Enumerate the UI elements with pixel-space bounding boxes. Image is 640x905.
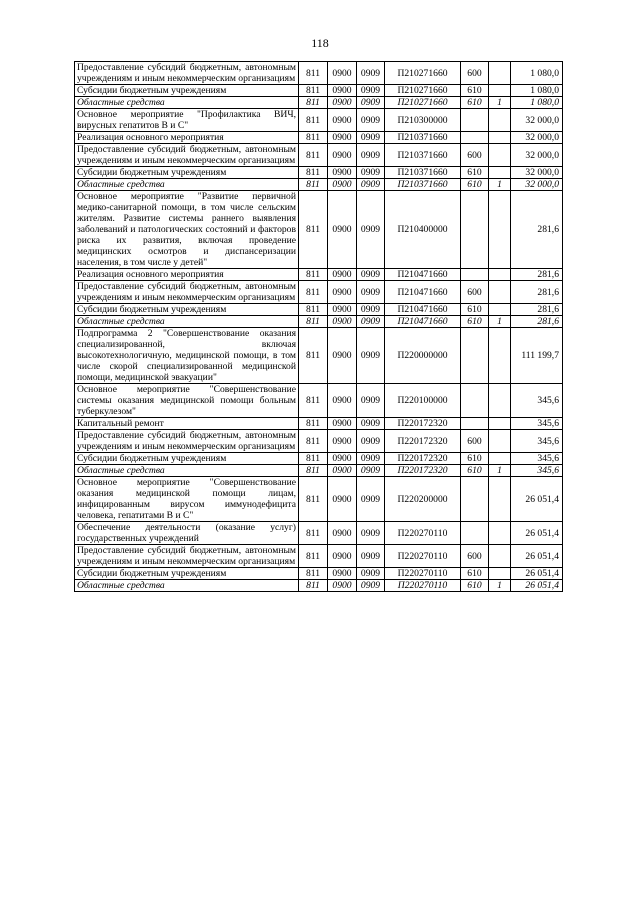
section-code-cell: 0900 <box>328 269 357 281</box>
amount-cell: 345,6 <box>511 384 563 418</box>
item-name-cell: Предоставление субсидий бюджетным, автономным учреждениям и иным некоммерческим организациям <box>75 545 299 568</box>
table-row <box>75 167 563 179</box>
ministry-code-cell: 811 <box>299 269 328 281</box>
ministry-code-cell: 811 <box>299 191 328 269</box>
expense-type-code-cell: 610 <box>461 85 489 97</box>
subsection-code-cell: 0909 <box>357 97 385 109</box>
table-row <box>75 418 563 430</box>
amount-cell: 281,6 <box>511 269 563 281</box>
section-code-cell: 0900 <box>328 545 357 568</box>
amount-cell: 281,6 <box>511 304 563 316</box>
section-code-cell: 0900 <box>328 430 357 453</box>
amount-cell: 1 080,0 <box>511 62 563 85</box>
table-row <box>75 144 563 167</box>
expense-type-code-cell: 610 <box>461 304 489 316</box>
funding-source-code-cell <box>489 568 511 580</box>
expense-type-code-cell: 600 <box>461 281 489 304</box>
amount-cell: 32 000,0 <box>511 144 563 167</box>
target-article-code-cell: П220270110 <box>385 580 461 592</box>
funding-source-code-cell <box>489 132 511 144</box>
funding-source-code-cell <box>489 304 511 316</box>
amount-cell: 32 000,0 <box>511 179 563 191</box>
amount-cell: 26 051,4 <box>511 545 563 568</box>
amount-cell: 281,6 <box>511 316 563 328</box>
item-name-cell: Реализация основного мероприятия <box>75 132 299 144</box>
item-name-cell: Областные средства <box>75 580 299 592</box>
target-article-code-cell: П220000000 <box>385 328 461 384</box>
ministry-code-cell: 811 <box>299 522 328 545</box>
funding-source-code-cell: 1 <box>489 316 511 328</box>
table-row <box>75 430 563 453</box>
subsection-code-cell: 0909 <box>357 418 385 430</box>
funding-source-code-cell <box>489 62 511 85</box>
amount-cell: 26 051,4 <box>511 522 563 545</box>
ministry-code-cell: 811 <box>299 109 328 132</box>
subsection-code-cell: 0909 <box>357 316 385 328</box>
section-code-cell: 0900 <box>328 62 357 85</box>
target-article-code-cell: П220270110 <box>385 545 461 568</box>
funding-source-code-cell <box>489 418 511 430</box>
funding-source-code-cell: 1 <box>489 580 511 592</box>
subsection-code-cell: 0909 <box>357 85 385 97</box>
target-article-code-cell: П210371660 <box>385 144 461 167</box>
amount-cell: 1 080,0 <box>511 85 563 97</box>
table-row <box>75 453 563 465</box>
subsection-code-cell: 0909 <box>357 281 385 304</box>
ministry-code-cell: 811 <box>299 545 328 568</box>
expense-type-code-cell: 610 <box>461 316 489 328</box>
ministry-code-cell: 811 <box>299 281 328 304</box>
expense-type-code-cell: 600 <box>461 430 489 453</box>
amount-cell: 345,6 <box>511 430 563 453</box>
target-article-code-cell: П220172320 <box>385 418 461 430</box>
item-name-cell: Субсидии бюджетным учреждениям <box>75 304 299 316</box>
table-row <box>75 191 563 269</box>
section-code-cell: 0900 <box>328 316 357 328</box>
funding-source-code-cell <box>489 430 511 453</box>
ministry-code-cell: 811 <box>299 179 328 191</box>
table-row <box>75 109 563 132</box>
amount-cell: 281,6 <box>511 281 563 304</box>
amount-cell: 32 000,0 <box>511 109 563 132</box>
table-row <box>75 328 563 384</box>
table-row <box>75 580 563 592</box>
section-code-cell: 0900 <box>328 384 357 418</box>
section-code-cell: 0900 <box>328 522 357 545</box>
section-code-cell: 0900 <box>328 179 357 191</box>
expense-type-code-cell <box>461 418 489 430</box>
table-row <box>75 465 563 477</box>
target-article-code-cell: П210371660 <box>385 179 461 191</box>
amount-cell: 281,6 <box>511 191 563 269</box>
table-row <box>75 85 563 97</box>
expense-type-code-cell: 610 <box>461 453 489 465</box>
table-row <box>75 281 563 304</box>
target-article-code-cell: П210371660 <box>385 132 461 144</box>
expense-type-code-cell <box>461 384 489 418</box>
ministry-code-cell: 811 <box>299 132 328 144</box>
budget-table <box>74 61 563 592</box>
funding-source-code-cell <box>489 191 511 269</box>
target-article-code-cell: П220200000 <box>385 477 461 522</box>
expense-type-code-cell <box>461 477 489 522</box>
ministry-code-cell: 811 <box>299 418 328 430</box>
subsection-code-cell: 0909 <box>357 568 385 580</box>
amount-cell: 111 199,7 <box>511 328 563 384</box>
item-name-cell: Субсидии бюджетным учреждениям <box>75 167 299 179</box>
funding-source-code-cell <box>489 167 511 179</box>
item-name-cell: Капитальный ремонт <box>75 418 299 430</box>
target-article-code-cell: П210400000 <box>385 191 461 269</box>
expense-type-code-cell <box>461 328 489 384</box>
amount-cell: 26 051,4 <box>511 580 563 592</box>
subsection-code-cell: 0909 <box>357 62 385 85</box>
ministry-code-cell: 811 <box>299 85 328 97</box>
item-name-cell: Субсидии бюджетным учреждениям <box>75 85 299 97</box>
amount-cell: 345,6 <box>511 418 563 430</box>
expense-type-code-cell: 610 <box>461 580 489 592</box>
subsection-code-cell: 0909 <box>357 545 385 568</box>
ministry-code-cell: 811 <box>299 144 328 167</box>
section-code-cell: 0900 <box>328 304 357 316</box>
expense-type-code-cell: 600 <box>461 62 489 85</box>
ministry-code-cell: 811 <box>299 568 328 580</box>
subsection-code-cell: 0909 <box>357 179 385 191</box>
item-name-cell: Предоставление субсидий бюджетным, автономным учреждениям и иным некоммерческим организациям <box>75 62 299 85</box>
target-article-code-cell: П210300000 <box>385 109 461 132</box>
target-article-code-cell: П220172320 <box>385 430 461 453</box>
funding-source-code-cell <box>489 384 511 418</box>
section-code-cell: 0900 <box>328 328 357 384</box>
funding-source-code-cell <box>489 328 511 384</box>
target-article-code-cell: П210471660 <box>385 304 461 316</box>
ministry-code-cell: 811 <box>299 453 328 465</box>
section-code-cell: 0900 <box>328 132 357 144</box>
table-row <box>75 97 563 109</box>
subsection-code-cell: 0909 <box>357 328 385 384</box>
funding-source-code-cell <box>489 269 511 281</box>
section-code-cell: 0900 <box>328 97 357 109</box>
target-article-code-cell: П210471660 <box>385 316 461 328</box>
funding-source-code-cell <box>489 545 511 568</box>
subsection-code-cell: 0909 <box>357 580 385 592</box>
subsection-code-cell: 0909 <box>357 430 385 453</box>
amount-cell: 32 000,0 <box>511 167 563 179</box>
table-row <box>75 522 563 545</box>
section-code-cell: 0900 <box>328 568 357 580</box>
subsection-code-cell: 0909 <box>357 522 385 545</box>
target-article-code-cell: П220172320 <box>385 453 461 465</box>
funding-source-code-cell <box>489 109 511 132</box>
item-name-cell: Основное мероприятие "Совершенствование системы оказания медицинской помощи больным туберкулезом" <box>75 384 299 418</box>
item-name-cell: Субсидии бюджетным учреждениям <box>75 453 299 465</box>
expense-type-code-cell <box>461 132 489 144</box>
section-code-cell: 0900 <box>328 465 357 477</box>
funding-source-code-cell <box>489 453 511 465</box>
ministry-code-cell: 811 <box>299 316 328 328</box>
section-code-cell: 0900 <box>328 477 357 522</box>
item-name-cell: Областные средства <box>75 465 299 477</box>
section-code-cell: 0900 <box>328 85 357 97</box>
ministry-code-cell: 811 <box>299 477 328 522</box>
item-name-cell: Областные средства <box>75 179 299 191</box>
expense-type-code-cell <box>461 522 489 545</box>
section-code-cell: 0900 <box>328 580 357 592</box>
ministry-code-cell: 811 <box>299 167 328 179</box>
expense-type-code-cell <box>461 191 489 269</box>
table-row <box>75 568 563 580</box>
table-row <box>75 179 563 191</box>
item-name-cell: Обеспечение деятельности (оказание услуг) государственных учреждений <box>75 522 299 545</box>
expense-type-code-cell <box>461 269 489 281</box>
funding-source-code-cell <box>489 144 511 167</box>
ministry-code-cell: 811 <box>299 430 328 453</box>
subsection-code-cell: 0909 <box>357 109 385 132</box>
expense-type-code-cell: 600 <box>461 545 489 568</box>
item-name-cell: Основное мероприятие "Совершенствование оказания медицинской помощи лицам, инфицированным вирусом иммунодефицита человека, гепатитами В и С" <box>75 477 299 522</box>
subsection-code-cell: 0909 <box>357 167 385 179</box>
subsection-code-cell: 0909 <box>357 465 385 477</box>
target-article-code-cell: П210271660 <box>385 62 461 85</box>
table-row <box>75 545 563 568</box>
amount-cell: 32 000,0 <box>511 132 563 144</box>
table-row <box>75 62 563 85</box>
ministry-code-cell: 811 <box>299 62 328 85</box>
funding-source-code-cell <box>489 522 511 545</box>
target-article-code-cell: П220270110 <box>385 568 461 580</box>
table-row <box>75 477 563 522</box>
funding-source-code-cell: 1 <box>489 179 511 191</box>
subsection-code-cell: 0909 <box>357 304 385 316</box>
subsection-code-cell: 0909 <box>357 269 385 281</box>
amount-cell: 26 051,4 <box>511 568 563 580</box>
funding-source-code-cell: 1 <box>489 97 511 109</box>
amount-cell: 26 051,4 <box>511 477 563 522</box>
expense-type-code-cell: 610 <box>461 568 489 580</box>
target-article-code-cell: П220100000 <box>385 384 461 418</box>
amount-cell: 345,6 <box>511 465 563 477</box>
section-code-cell: 0900 <box>328 144 357 167</box>
item-name-cell: Субсидии бюджетным учреждениям <box>75 568 299 580</box>
funding-source-code-cell <box>489 477 511 522</box>
subsection-code-cell: 0909 <box>357 191 385 269</box>
target-article-code-cell: П210471660 <box>385 281 461 304</box>
section-code-cell: 0900 <box>328 167 357 179</box>
item-name-cell: Основное мероприятие "Развитие первичной медико-санитарной помощи, в том числе сельским жителям. Развитие системы раннего выявления заболеваний и патологических состояний и факторов риска их развития, включая проведение медицинских осмотров и диспансеризации населения, в том числе у детей" <box>75 191 299 269</box>
page-number: 118 <box>311 36 329 50</box>
target-article-code-cell: П220270110 <box>385 522 461 545</box>
ministry-code-cell: 811 <box>299 97 328 109</box>
funding-source-code-cell <box>489 281 511 304</box>
expense-type-code-cell: 600 <box>461 144 489 167</box>
ministry-code-cell: 811 <box>299 465 328 477</box>
funding-source-code-cell <box>489 85 511 97</box>
section-code-cell: 0900 <box>328 109 357 132</box>
target-article-code-cell: П210371660 <box>385 167 461 179</box>
expense-type-code-cell: 610 <box>461 167 489 179</box>
expense-type-code-cell: 610 <box>461 97 489 109</box>
item-name-cell: Областные средства <box>75 316 299 328</box>
item-name-cell: Предоставление субсидий бюджетным, автономным учреждениям и иным некоммерческим организациям <box>75 281 299 304</box>
item-name-cell: Подпрограмма 2 "Совершенствование оказания специализированной, включая высокотехнологичную, медицинской помощи, в том числе скорой специализированной медицинской помощи, медицинской эвакуации" <box>75 328 299 384</box>
amount-cell: 1 080,0 <box>511 97 563 109</box>
ministry-code-cell: 811 <box>299 580 328 592</box>
table-row <box>75 269 563 281</box>
funding-source-code-cell: 1 <box>489 465 511 477</box>
target-article-code-cell: П210271660 <box>385 85 461 97</box>
ministry-code-cell: 811 <box>299 304 328 316</box>
subsection-code-cell: 0909 <box>357 384 385 418</box>
item-name-cell: Реализация основного мероприятия <box>75 269 299 281</box>
ministry-code-cell: 811 <box>299 328 328 384</box>
expense-type-code-cell <box>461 109 489 132</box>
section-code-cell: 0900 <box>328 281 357 304</box>
section-code-cell: 0900 <box>328 418 357 430</box>
subsection-code-cell: 0909 <box>357 453 385 465</box>
subsection-code-cell: 0909 <box>357 132 385 144</box>
item-name-cell: Предоставление субсидий бюджетным, автономным учреждениям и иным некоммерческим организациям <box>75 144 299 167</box>
subsection-code-cell: 0909 <box>357 477 385 522</box>
subsection-code-cell: 0909 <box>357 144 385 167</box>
table-row <box>75 316 563 328</box>
target-article-code-cell: П210471660 <box>385 269 461 281</box>
target-article-code-cell: П210271660 <box>385 97 461 109</box>
target-article-code-cell: П220172320 <box>385 465 461 477</box>
item-name-cell: Предоставление субсидий бюджетным, автономным учреждениям и иным некоммерческим организациям <box>75 430 299 453</box>
ministry-code-cell: 811 <box>299 384 328 418</box>
section-code-cell: 0900 <box>328 191 357 269</box>
table-row <box>75 132 563 144</box>
expense-type-code-cell: 610 <box>461 465 489 477</box>
table-row <box>75 384 563 418</box>
item-name-cell: Областные средства <box>75 97 299 109</box>
section-code-cell: 0900 <box>328 453 357 465</box>
table-row <box>75 304 563 316</box>
expense-type-code-cell: 610 <box>461 179 489 191</box>
amount-cell: 345,6 <box>511 453 563 465</box>
item-name-cell: Основное мероприятие "Профилактика ВИЧ, вирусных гепатитов В и С" <box>75 109 299 132</box>
